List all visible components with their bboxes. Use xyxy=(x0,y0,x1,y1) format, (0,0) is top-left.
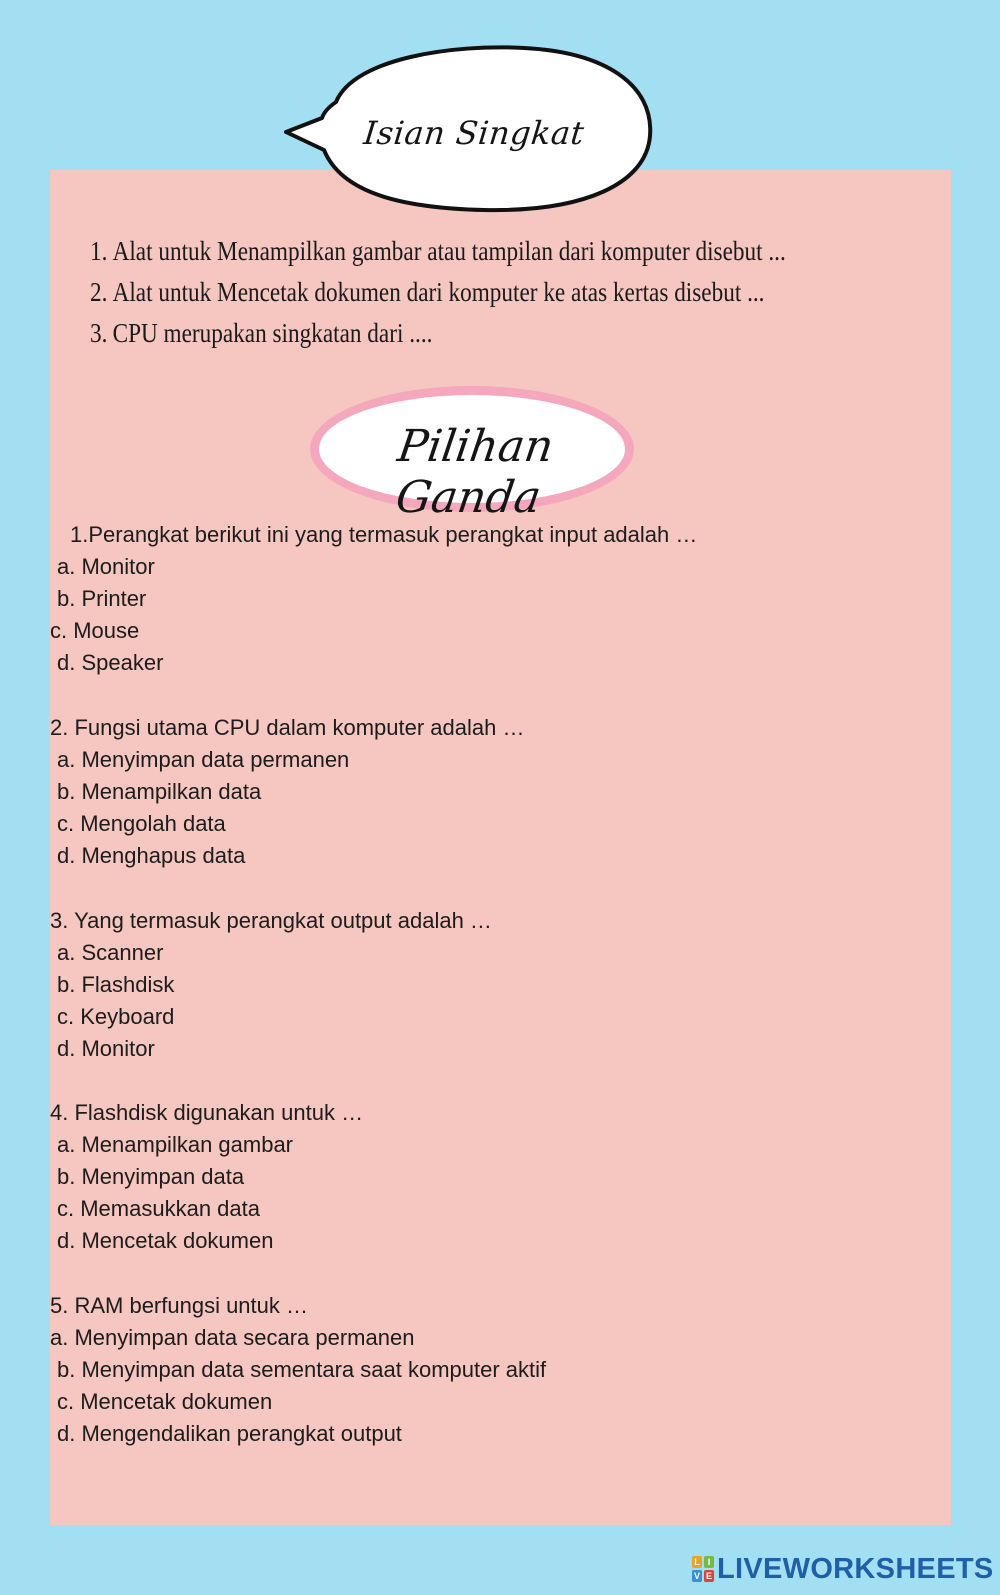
mc-option: b. Printer xyxy=(57,586,147,611)
mc-option: a. Monitor xyxy=(57,554,155,579)
mc-option: c. Mencetak dokumen xyxy=(57,1389,273,1414)
mc-question: 5. RAM berfungsi untuk … xyxy=(50,1293,309,1318)
liveworksheets-logo-icon: L I V E xyxy=(693,1557,712,1581)
mc-option: c. Keyboard xyxy=(57,1004,175,1029)
mc-option: c. Memasukkan data xyxy=(57,1196,260,1221)
mc-option: d. Mencetak dokumen xyxy=(57,1228,274,1253)
mc-option: b. Flashdisk xyxy=(57,972,175,997)
short-question: 3. CPU merupakan singkatan dari .... xyxy=(90,318,433,348)
pilihan-ganda-title: Pilihan Ganda xyxy=(392,421,557,523)
short-question: 2. Alat untuk Mencetak dokumen dari komputer ke atas kertas disebut ... xyxy=(90,277,765,307)
mc-question: 3. Yang termasuk perangkat output adalah … xyxy=(50,908,492,933)
mc-option: b. Menyimpan data xyxy=(57,1164,245,1189)
mc-option: c. Mouse xyxy=(50,618,140,643)
mc-option: c. Mengolah data xyxy=(57,811,226,836)
mc-option: d. Mengendalikan perangkat output xyxy=(57,1421,402,1446)
mc-option: d. Speaker xyxy=(57,650,164,675)
mc-option: b. Menyimpan data sementara saat komputer aktif xyxy=(57,1357,547,1382)
mc-option: d. Monitor xyxy=(57,1036,155,1061)
liveworksheets-logo-text: LIVEWORKSHEETS xyxy=(717,1552,994,1585)
mc-question: 2. Fungsi utama CPU dalam komputer adalah … xyxy=(50,715,525,740)
mc-option: b. Menampilkan data xyxy=(57,779,262,804)
isian-singkat-bubble xyxy=(284,44,656,216)
mc-option: d. Menghapus data xyxy=(57,843,246,868)
isian-singkat-list xyxy=(90,231,786,354)
mc-option: a. Menyimpan data permanen xyxy=(57,747,350,772)
mc-option: a. Menyimpan data secara permanen xyxy=(50,1325,415,1350)
short-question: 1. Alat untuk Menampilkan gambar atau tampilan dari komputer disebut ... xyxy=(90,236,786,266)
pilihan-ganda-badge xyxy=(310,386,634,523)
isian-singkat-title: Isian Singkat xyxy=(361,114,587,152)
liveworksheets-logo xyxy=(692,1553,994,1585)
mc-option: a. Menampilkan gambar xyxy=(57,1132,294,1157)
mc-option: a. Scanner xyxy=(57,940,164,965)
mc-question: 4. Flashdisk digunakan untuk … xyxy=(50,1100,364,1125)
mc-question: 1.Perangkat berikut ini yang termasuk perangkat input adalah … xyxy=(70,522,698,547)
